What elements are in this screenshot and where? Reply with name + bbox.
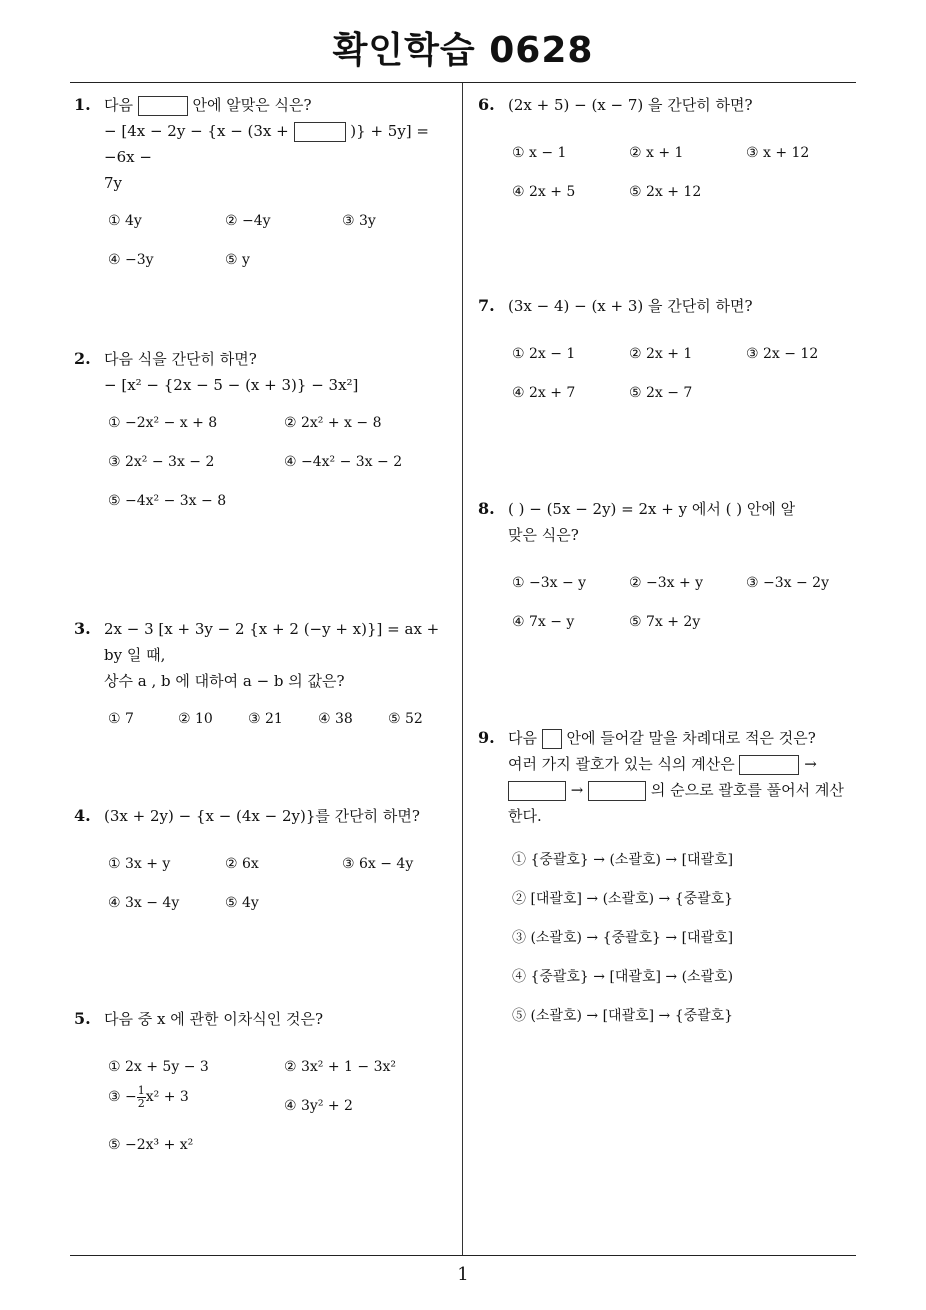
option-4[interactable]: ④ 7x − y bbox=[512, 614, 575, 630]
question-stem: ( ) − (5x − 2y) = 2x + y 에서 ( ) 안에 알 맞은 식은? bbox=[508, 500, 796, 544]
answer-blank bbox=[588, 781, 646, 801]
option-1[interactable]: ① 2x + 5y − 3 bbox=[108, 1059, 209, 1075]
option-2[interactable]: ② −4y bbox=[225, 213, 271, 229]
question-3 bbox=[74, 616, 458, 736]
option-5[interactable]: ⑤ 7x + 2y bbox=[629, 614, 701, 630]
question-stem: 2x − 3 [x + 3y − 2 {x + 2 (−y + x)}] = ax + by 일 때, 상수 a , b 에 대하여 a − b 의 값은? bbox=[104, 620, 440, 690]
option-list bbox=[512, 847, 862, 1024]
option-1[interactable]: ① 4y bbox=[108, 213, 142, 229]
fraction: $\frac{1}{2}$ bbox=[137, 1083, 145, 1110]
option-2[interactable]: ② 2x + 1 bbox=[629, 346, 693, 362]
option-1[interactable]: ① {중괄호} → (소괄호) → [대괄호] bbox=[512, 852, 734, 868]
question-number: 3. bbox=[74, 619, 91, 638]
page-title: 확인학습 0628 bbox=[332, 30, 594, 71]
option-4[interactable]: ④ 2x + 7 bbox=[512, 385, 576, 401]
question-stem: 다음 중 x 에 관한 이차식인 것은? bbox=[104, 1010, 323, 1028]
option-5[interactable]: ⑤ y bbox=[225, 252, 250, 268]
option-3[interactable]: ③ 2x² − 3x − 2 bbox=[108, 454, 215, 470]
answer-blank bbox=[739, 755, 799, 775]
question-1 bbox=[74, 92, 458, 288]
option-5[interactable]: ⑤ 2x − 7 bbox=[629, 385, 693, 401]
option-list bbox=[108, 410, 458, 510]
header-rule bbox=[70, 82, 856, 83]
option-3[interactable]: ③ (소괄호) → {중괄호} → [대괄호] bbox=[512, 930, 734, 946]
question-number: 4. bbox=[74, 806, 91, 825]
option-list bbox=[108, 706, 458, 736]
option-3[interactable]: ③ − $\frac{1}{2}$ x² + 3 bbox=[108, 1083, 189, 1110]
question-2 bbox=[74, 346, 458, 510]
option-3[interactable]: ③ 2x − 12 bbox=[746, 346, 819, 362]
option-5[interactable]: ⑤ −2x³ + x² bbox=[108, 1137, 194, 1153]
option-2[interactable]: ② [대괄호] → (소괄호) → {중괄호} bbox=[512, 891, 734, 907]
option-3[interactable]: ③ −3x − 2y bbox=[746, 575, 829, 591]
page-number: 1 bbox=[457, 1264, 469, 1285]
option-3[interactable]: ③ 6x − 4y bbox=[342, 856, 414, 872]
option-5[interactable]: ⑤ (소괄호) → [대괄호] → {중괄호} bbox=[512, 1008, 734, 1024]
question-stem: (3x + 2y) − {x − (4x − 2y)}를 간단히 하면? bbox=[104, 807, 420, 825]
answer-blank bbox=[294, 122, 346, 142]
option-5[interactable]: ⑤ 2x + 12 bbox=[629, 184, 702, 200]
question-5 bbox=[74, 1006, 458, 1154]
option-3[interactable]: ③ x + 12 bbox=[746, 145, 810, 161]
question-8 bbox=[478, 496, 862, 640]
question-stem: 다음 안에 들어갈 말을 차례대로 적은 것은? 여러 가지 괄호가 있는 식의 계산은 → → 의 순으로 괄호를 풀어서 계산 한다. bbox=[508, 729, 844, 825]
question-stem: 다음 식을 간단히 하면? − [x² − {2x − 5 − (x + 3)} − 3x²] bbox=[104, 350, 359, 394]
option-3[interactable]: ③ 3y bbox=[342, 213, 376, 229]
option-list bbox=[108, 851, 458, 921]
option-2[interactable]: ② 2x² + x − 8 bbox=[284, 415, 382, 431]
question-number: 2. bbox=[74, 349, 91, 368]
question-number: 7. bbox=[478, 296, 495, 315]
option-list bbox=[512, 341, 862, 411]
question-7 bbox=[478, 293, 862, 411]
option-4[interactable]: ④ 3x − 4y bbox=[108, 895, 180, 911]
option-1[interactable]: ① x − 1 bbox=[512, 145, 567, 161]
option-2[interactable]: ② x + 1 bbox=[629, 145, 684, 161]
option-2[interactable]: ② 6x bbox=[225, 856, 259, 872]
question-number: 9. bbox=[478, 728, 495, 747]
question-stem: (3x − 4) − (x + 3) 을 간단히 하면? bbox=[508, 297, 753, 315]
question-number: 6. bbox=[478, 95, 495, 114]
option-3[interactable]: ③ 21 bbox=[248, 711, 283, 727]
option-list bbox=[512, 570, 862, 640]
option-1[interactable]: ① 7 bbox=[108, 711, 134, 727]
answer-blank bbox=[542, 729, 562, 749]
option-4[interactable]: ④ −3y bbox=[108, 252, 154, 268]
question-stem: 다음 안에 알맞은 식은? − [4x − 2y − {x − (3x + )} + 5y] = −6x − 7y bbox=[104, 96, 429, 192]
option-2[interactable]: ② 10 bbox=[178, 711, 213, 727]
option-5[interactable]: ⑤ 52 bbox=[388, 711, 423, 727]
answer-blank bbox=[138, 96, 188, 116]
question-9 bbox=[478, 725, 862, 1024]
question-number: 5. bbox=[74, 1009, 91, 1028]
option-2[interactable]: ② 3x² + 1 − 3x² bbox=[284, 1059, 396, 1075]
option-4[interactable]: ④ −4x² − 3x − 2 bbox=[284, 454, 403, 470]
option-list bbox=[108, 208, 458, 288]
question-stem: (2x + 5) − (x − 7) 을 간단히 하면? bbox=[508, 96, 753, 114]
column-divider bbox=[462, 83, 463, 1255]
question-6 bbox=[478, 92, 862, 210]
option-5[interactable]: ⑤ −4x² − 3x − 8 bbox=[108, 493, 227, 509]
option-1[interactable]: ① 3x + y bbox=[108, 856, 171, 872]
option-2[interactable]: ② −3x + y bbox=[629, 575, 704, 591]
option-1[interactable]: ① −3x − y bbox=[512, 575, 587, 591]
footer-rule bbox=[70, 1255, 856, 1256]
option-list bbox=[108, 1054, 458, 1154]
question-4 bbox=[74, 803, 458, 921]
option-4[interactable]: ④ 2x + 5 bbox=[512, 184, 576, 200]
option-1[interactable]: ① −2x² − x + 8 bbox=[108, 415, 218, 431]
option-list bbox=[512, 140, 862, 210]
option-1[interactable]: ① 2x − 1 bbox=[512, 346, 576, 362]
option-4[interactable]: ④ 3y² + 2 bbox=[284, 1098, 353, 1114]
option-4[interactable]: ④ {중괄호} → [대괄호] → (소괄호) bbox=[512, 969, 734, 985]
option-4[interactable]: ④ 38 bbox=[318, 711, 353, 727]
option-5[interactable]: ⑤ 4y bbox=[225, 895, 259, 911]
question-number: 8. bbox=[478, 499, 495, 518]
question-number: 1. bbox=[74, 95, 91, 114]
answer-blank bbox=[508, 781, 566, 801]
